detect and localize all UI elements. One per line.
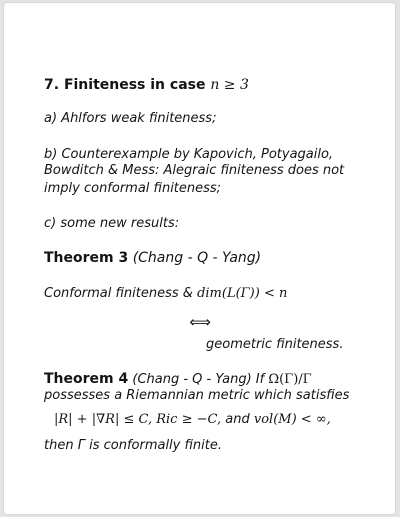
theorem3-authors: (Chang - Q - Yang) xyxy=(132,250,262,266)
theorem4-header xyxy=(44,371,312,387)
iff-symbol: ⟺ xyxy=(189,313,211,331)
theorem3-header xyxy=(44,250,261,266)
theorem3-conclusion: geometric finiteness. xyxy=(206,337,344,352)
theorem3-math: dim(L(Γ)) < n xyxy=(197,286,288,301)
section-title: Finiteness in case xyxy=(63,77,206,93)
item-b-line2: Bowditch & Mess: Alegraic finiteness does not xyxy=(44,163,345,178)
theorem4-cond-and: and xyxy=(221,412,254,427)
theorem4-authors: (Chang - Q - Yang) If xyxy=(132,372,265,387)
theorem4-conditions xyxy=(54,412,331,427)
theorem4-cond-math2: vol(M) < ∞, xyxy=(253,412,331,427)
theorem3-label: Theorem 3 xyxy=(44,250,129,266)
theorem3-text: Conformal finiteness & xyxy=(44,286,198,301)
theorem3-statement xyxy=(44,286,287,301)
theorem4-conclusion: then Γ is conformally finite. xyxy=(44,438,222,453)
item-b-line3: imply conformal finiteness; xyxy=(44,181,222,196)
theorem4-line2: possesses a Riemannian metric which satisfies xyxy=(44,388,350,403)
theorem4-space: Ω(Γ)/Γ xyxy=(268,372,312,387)
theorem4-label: Theorem 4 xyxy=(44,371,129,387)
section-condition: n ≥ 3 xyxy=(210,77,249,93)
item-b-line1: b) Counterexample by Kapovich, Potyagailo, xyxy=(44,147,334,162)
item-a: a) Ahlfors weak finiteness; xyxy=(44,111,217,126)
theorem4-cond-math1: |R| + |∇R| ≤ C, Ric ≥ −C, xyxy=(54,412,222,427)
section-heading xyxy=(44,77,249,93)
section-number: 7. xyxy=(44,77,60,93)
item-c: c) some new results: xyxy=(44,216,180,231)
